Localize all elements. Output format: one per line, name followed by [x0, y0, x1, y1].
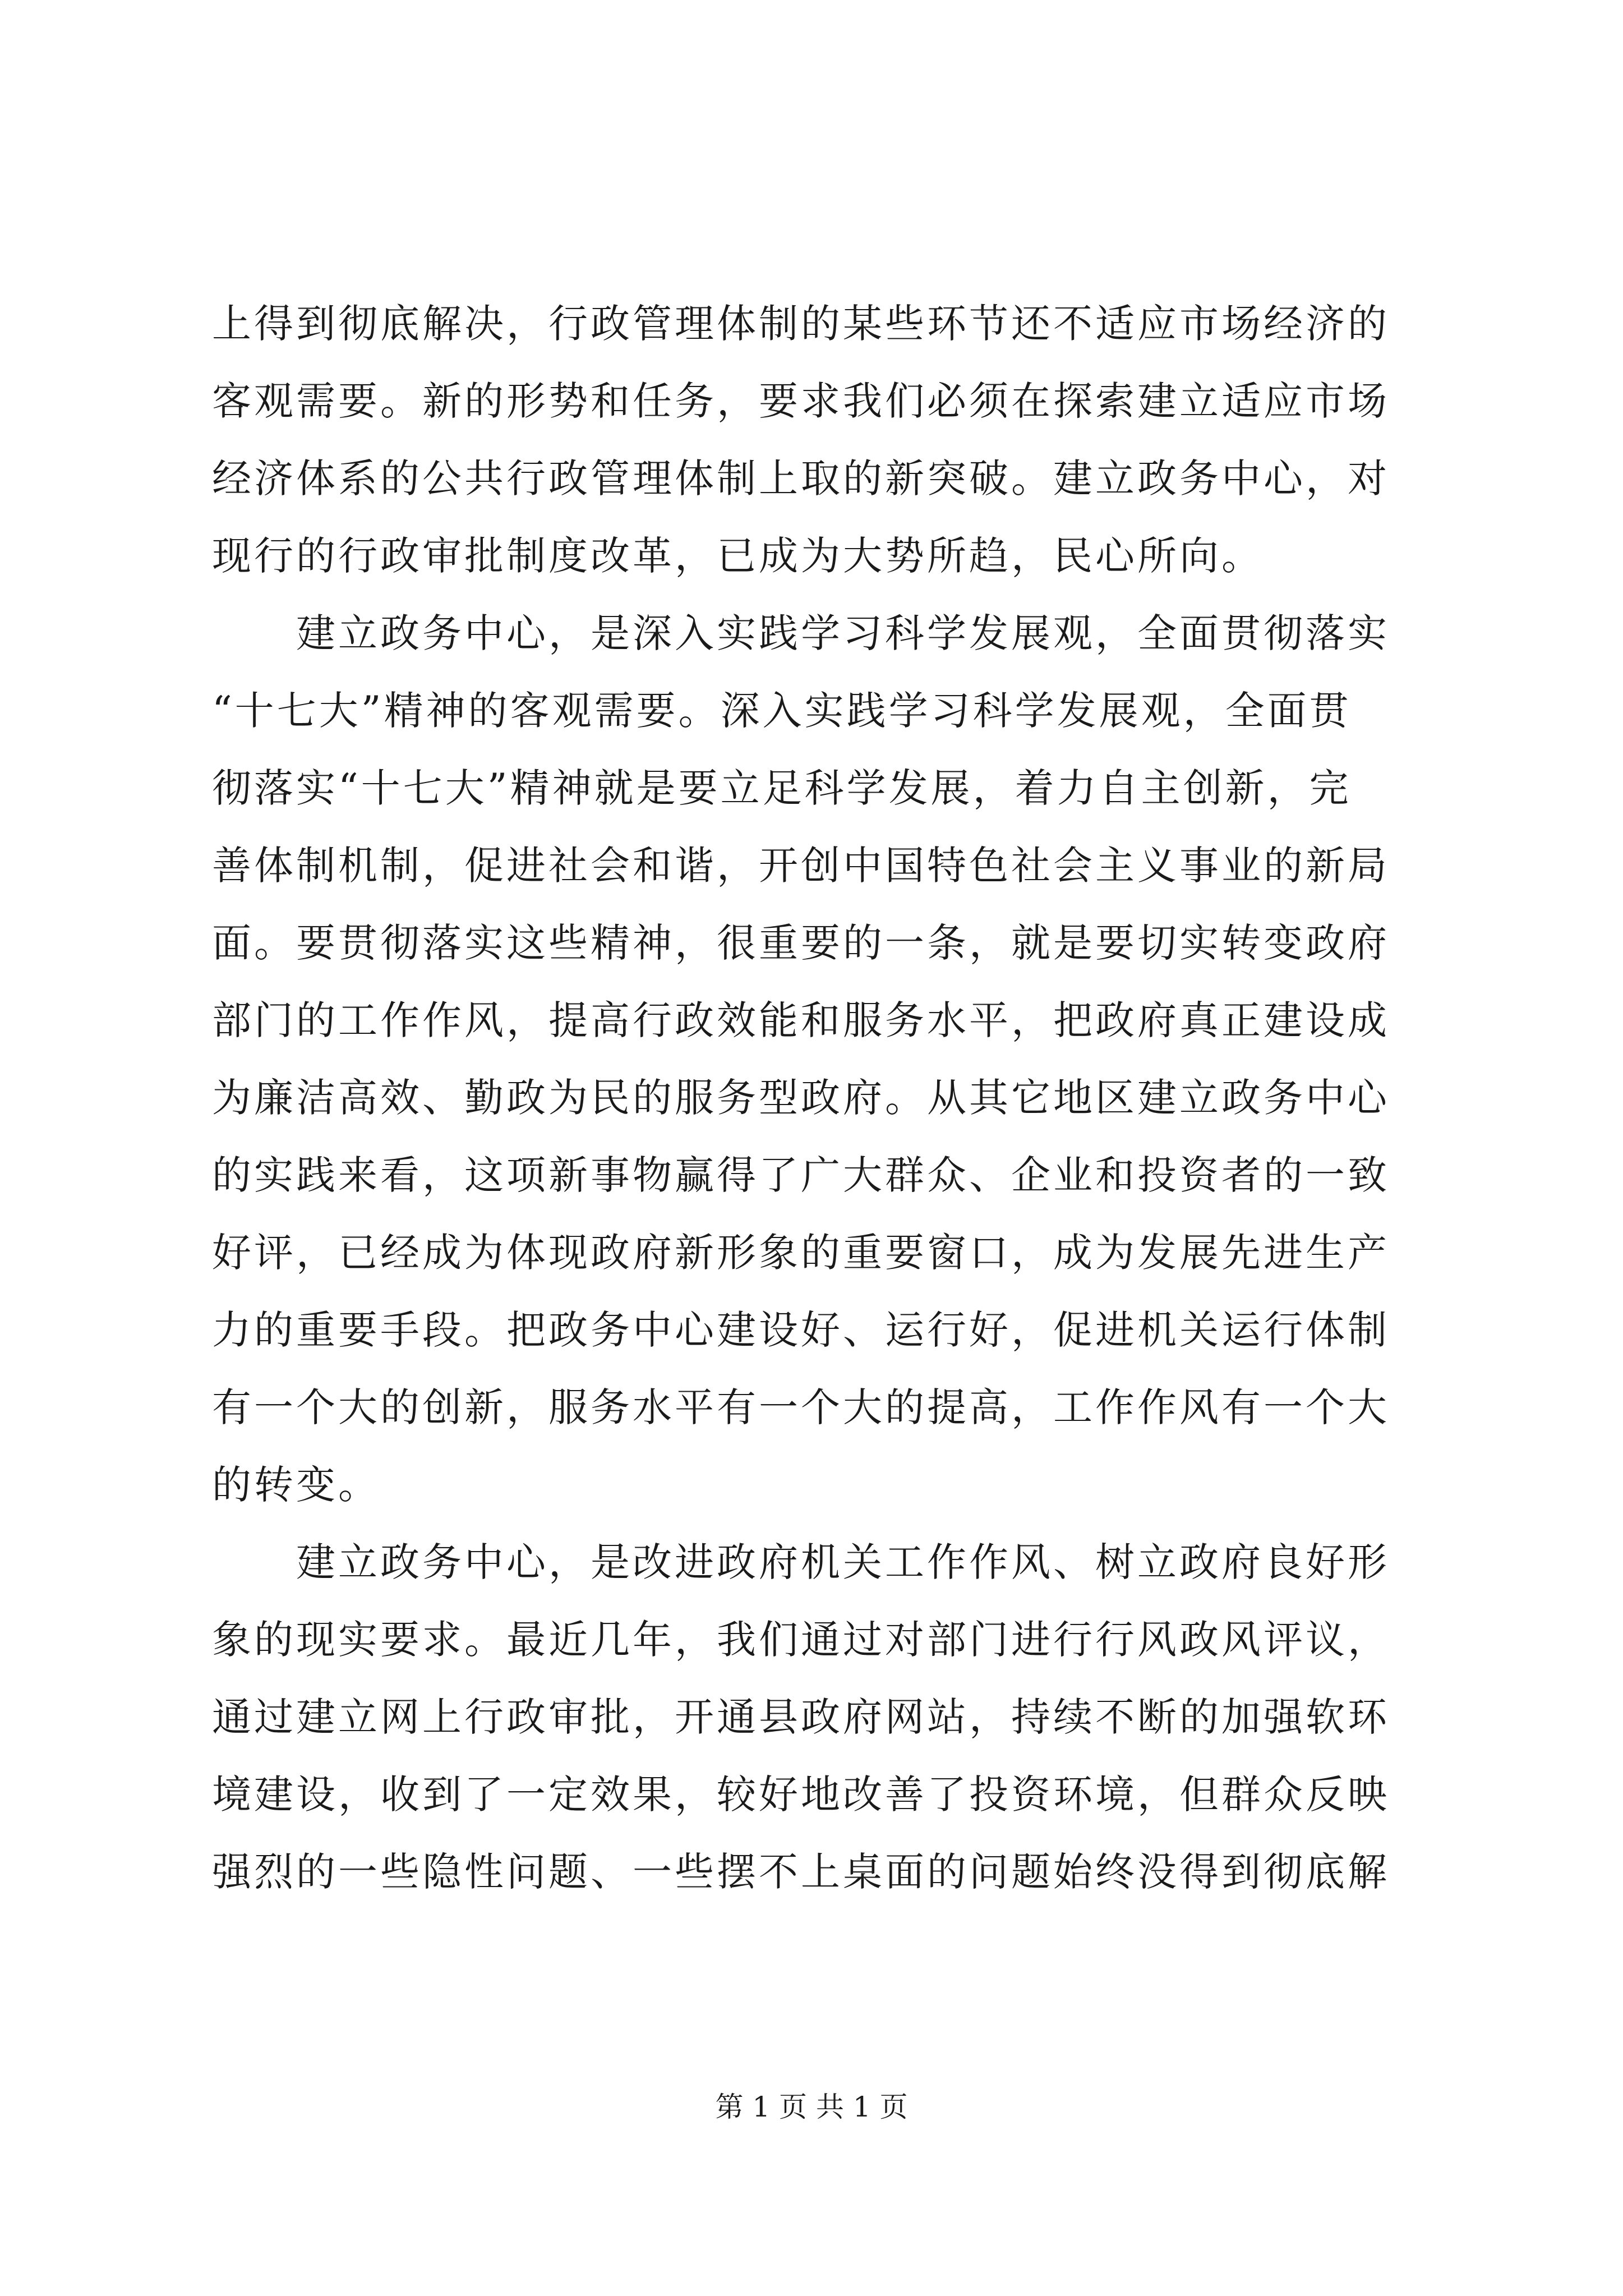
text-line-8: 善体制机制，促进社会和谐，开创中国特色社会主义事业的新局	[212, 843, 1390, 889]
text-line-7: 彻落实“十七大”精神就是要立足科学发展，着力自主创新，完	[212, 765, 1352, 811]
text-line-13: 好评，已经成为体现政府新形象的重要窗口，成为发展先进生产	[212, 1230, 1390, 1276]
text-line-16: 的转变。	[212, 1462, 380, 1508]
text-line-11: 为廉洁高效、勤政为民的服务型政府。从其它地区建立政务中心	[212, 1075, 1390, 1121]
text-line-21: 强烈的一些隐性问题、一些摆不上桌面的问题始终没得到彻底解	[212, 1849, 1390, 1895]
text-line-1: 上得到彻底解决，行政管理体制的某些环节还不适应市场经济的	[212, 301, 1390, 347]
text-line-20: 境建设，收到了一定效果，较好地改善了投资环境，但群众反映	[212, 1772, 1390, 1818]
page-footer: 第 1 页 共 1 页	[715, 2091, 908, 2123]
text-line-5: 建立政务中心，是深入实践学习科学发展观，全面贯彻落实	[296, 610, 1390, 656]
text-line-19: 通过建立网上行政审批，开通县政府网站，持续不断的加强软环	[212, 1694, 1390, 1740]
text-line-4: 现行的行政审批制度改革，已成为大势所趋，民心所向。	[212, 533, 1264, 579]
text-line-2: 客观需要。新的形势和任务，要求我们必须在探索建立适应市场	[212, 378, 1390, 424]
text-line-12: 的实践来看，这项新事物赢得了广大群众、企业和投资者的一致	[212, 1152, 1390, 1198]
text-line-18: 象的现实要求。最近几年，我们通过对部门进行行风政风评议，	[212, 1617, 1390, 1663]
text-line-10: 部门的工作作风，提高行政效能和服务水平，把政府真正建设成	[212, 997, 1390, 1043]
text-line-3: 经济体系的公共行政管理体制上取的新突破。建立政务中心，对	[212, 455, 1390, 501]
body-text	[212, 285, 1429, 1911]
text-line-14: 力的重要手段。把政务中心建设好、运行好，促进机关运行体制	[212, 1307, 1390, 1353]
text-line-17: 建立政务中心，是改进政府机关工作作风、树立政府良好形	[296, 1539, 1390, 1585]
text-line-6: “十七大”精神的客观需要。深入实践学习科学发展观，全面贯	[212, 688, 1352, 734]
text-line-9: 面。要贯彻落实这些精神，很重要的一条，就是要切实转变政府	[212, 920, 1390, 966]
text-line-15: 有一个大的创新，服务水平有一个大的提高，工作作风有一个大	[212, 1384, 1390, 1430]
